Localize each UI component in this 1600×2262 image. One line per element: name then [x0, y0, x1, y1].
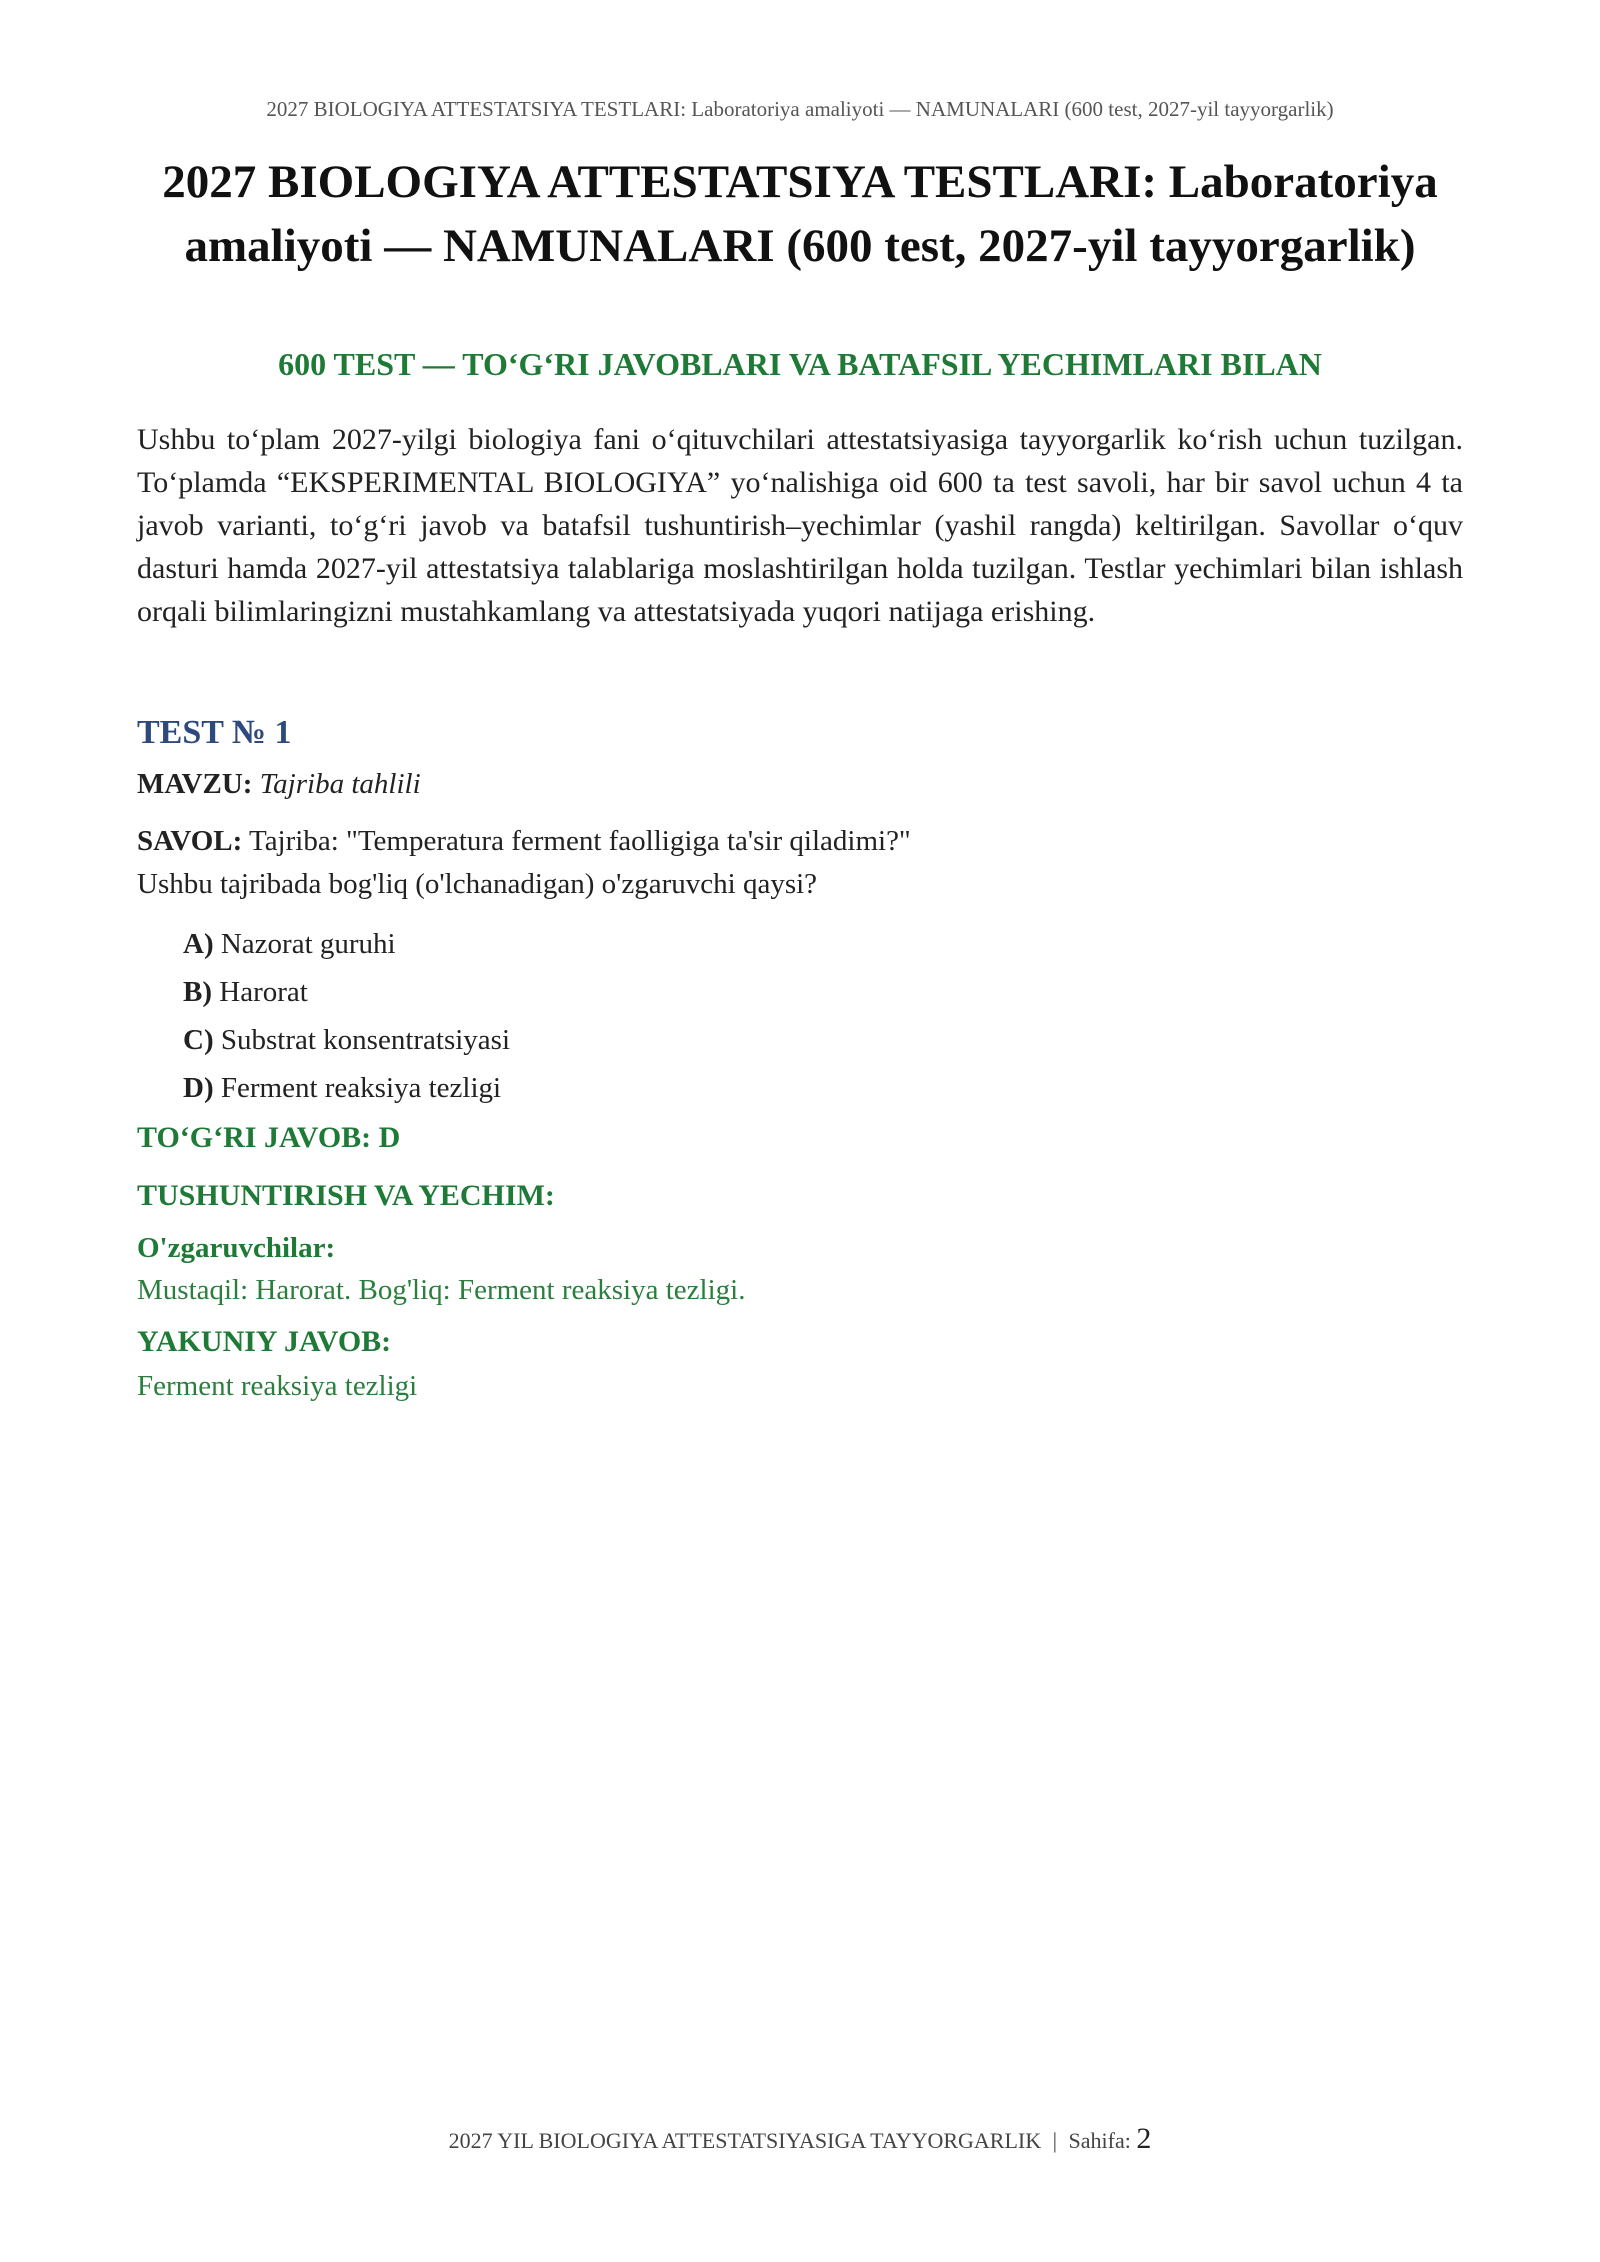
correct-answer: TO‘G‘RI JAVOB: D: [137, 1121, 401, 1154]
option-text: Nazorat guruhi: [220, 928, 396, 960]
option-a: [183, 920, 1463, 968]
test-block: [137, 712, 1463, 1408]
question-line-2: Ushbu tajribada bog'liq (o'lchanadigan) o'zgaruvchi qaysi?: [137, 868, 818, 900]
option-c: [183, 1016, 1463, 1064]
option-text: Harorat: [219, 976, 308, 1008]
topic-label: MAVZU:: [137, 768, 253, 800]
footer-separator: |: [1052, 2128, 1058, 2153]
variables-text: Mustaqil: Harorat. Bog'liq: Ferment reaksiya tezligi.: [137, 1274, 746, 1306]
question: [137, 820, 1463, 906]
option-letter: A): [183, 928, 214, 960]
question-line-1: Tajriba: "Temperatura ferment faolligiga ta'sir qiladimi?": [249, 825, 911, 857]
option-b: [183, 968, 1463, 1016]
option-letter: B): [183, 976, 212, 1008]
final-answer-heading: YAKUNIY JAVOB:: [137, 1325, 392, 1358]
topic-value: Tajriba tahlili: [259, 768, 421, 800]
answer-options: [137, 920, 1463, 1112]
document-title: 2027 BIOLOGIYA ATTESTATSIYA TESTLARI: Laboratoriya amaliyoti — NAMUNALARI (600 test, 2027-yil tayyorgarlik): [162, 156, 1438, 272]
page-label: Sahifa:: [1068, 2128, 1131, 2153]
page-footer: [0, 2122, 1600, 2156]
option-letter: C): [183, 1024, 214, 1056]
topic-line: [137, 766, 1463, 802]
option-letter: D): [183, 1072, 214, 1104]
explanation-heading: TUSHUNTIRISH VA YECHIM:: [137, 1179, 555, 1212]
option-text: Ferment reaksiya tezligi: [220, 1072, 502, 1104]
question-label: SAVOL:: [137, 825, 243, 857]
final-answer-text: Ferment reaksiya tezligi: [137, 1370, 418, 1402]
test-number: TEST № 1: [137, 714, 292, 751]
footer-text: 2027 YIL BIOLOGIYA ATTESTATSIYASIGA TAYYORGARLIK: [448, 2128, 1042, 2153]
running-header: 2027 BIOLOGIYA ATTESTATSIYA TESTLARI: Laboratoriya amaliyoti — NAMUNALARI (600 test, 2027-yil tayyorgarlik): [266, 97, 1334, 121]
page-number: 2: [1136, 2122, 1152, 2155]
document-subtitle: 600 TEST — TO‘G‘RI JAVOBLARI VA BATAFSIL YECHIMLARI BILAN: [278, 346, 1322, 382]
option-text: Substrat konsentratsiyasi: [220, 1024, 511, 1056]
intro-paragraph: Ushbu to‘plam 2027-yilgi biologiya fani o‘qituvchilari attestatsiyasiga tayyorgarlik ko‘rish uchun tuzilgan. To‘plamda “EKSPERIMENTAL BIOLOGIYA” yo‘nalishiga oid 600 ta test savoli, har bir savol uchun 4 ta javob varianti, to‘g‘ri javob va batafsil tushuntirish–yechimlar (yashil rangda) keltirilgan. Savollar o‘quv dasturi hamda 2027-yil attestatsiya talablariga moslashtirilgan holda tuzilgan. Testlar yechimlari bilan ishlash orqali bilimlaringizni mustahkamlang va attestatsiyada yuqori natijaga erishing.: [137, 423, 1463, 628]
option-d: [183, 1064, 1463, 1112]
variables-heading: O'zgaruvchilar:: [137, 1232, 336, 1264]
